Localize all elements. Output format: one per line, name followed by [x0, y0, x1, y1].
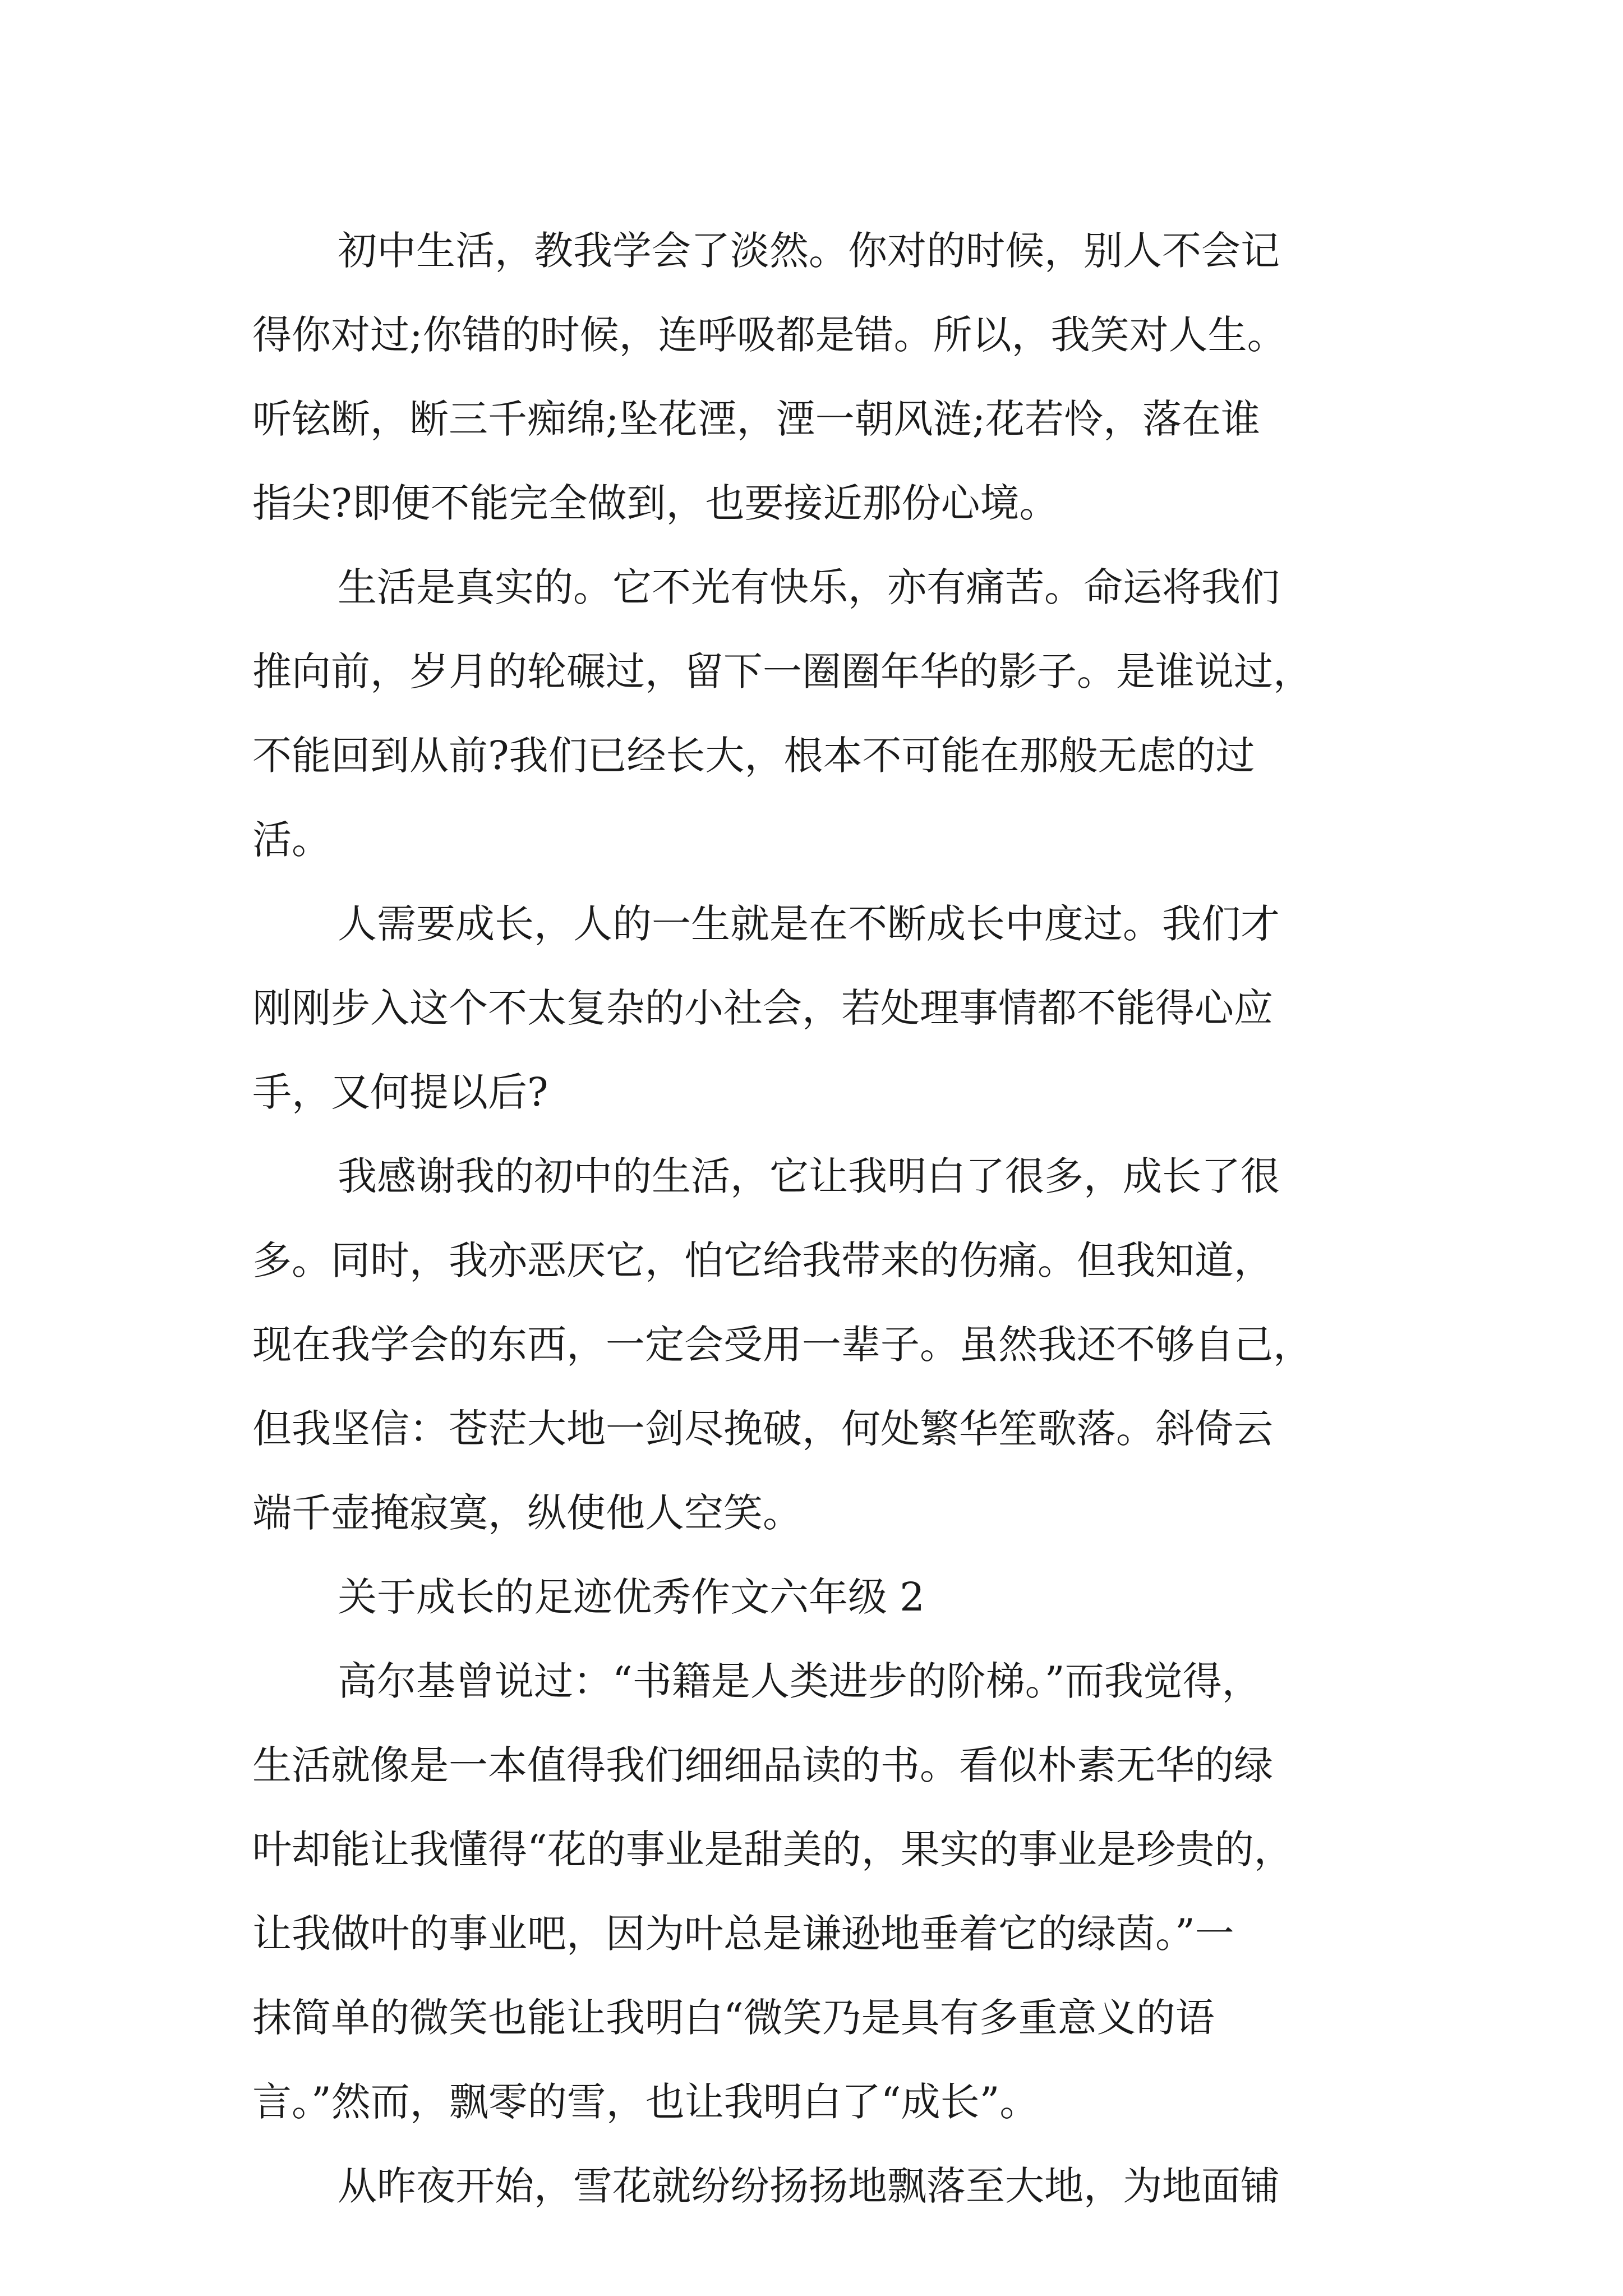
text-line: 初中生活，教我学会了淡然。你对的时候，别人不会记: [338, 228, 1280, 274]
document-body: [252, 209, 1385, 2228]
text-line: 叶却能让我懂得“花的事业是甜美的，果实的事业是珍贵的，: [252, 1826, 1293, 1872]
paragraph: [252, 2144, 1385, 2228]
text-line: 听铉断，断三千痴绵;坠花湮，湮一朝风涟;花若怜，落在谁: [252, 396, 1261, 442]
text-line: 指尖?即便不能完全做到，也要接近那份心境。: [252, 480, 1059, 526]
text-line: 言。”然而，飘零的雪，也让我明白了“成长”。: [252, 2079, 1039, 2125]
text-line: 推向前，岁月的轮碾过，留下一圈圈年华的影子。是谁说过，: [252, 648, 1312, 694]
text-line: 生活是真实的。它不光有快乐，亦有痛苦。命运将我们: [338, 564, 1280, 610]
heading-text: 关于成长的足迹优秀作文六年级 2: [338, 1574, 925, 1620]
text-line: 高尔基曾说过：“书籍是人类进步的阶梯。”而我觉得，: [338, 1658, 1261, 1704]
text-line: 端千壶掩寂寞，纵使他人空笑。: [252, 1490, 802, 1536]
paragraph: [252, 882, 1385, 1134]
text-line: 但我坚信：苍茫大地一剑尽挽破，何处繁华笙歌落。斜倚云: [252, 1406, 1273, 1452]
text-line: 我感谢我的初中的生活，它让我明白了很多，成长了很: [338, 1153, 1280, 1199]
text-line: 多。同时，我亦恶厌它，怕它给我带来的伤痛。但我知道，: [252, 1237, 1273, 1283]
paragraph: [252, 1639, 1385, 2144]
paragraph: [252, 209, 1385, 545]
text-line: 手，又何提以后?: [252, 1069, 548, 1115]
text-line: 抹简单的微笑也能让我明白“微笑乃是具有多重意义的语: [252, 1995, 1215, 2041]
section-heading: [252, 1555, 1385, 1639]
text-line: 不能回到从前?我们已经长大，根本不可能在那般无虑的过: [252, 733, 1255, 779]
text-line: 人需要成长，人的一生就是在不断成长中度过。我们才: [338, 901, 1280, 947]
text-line: 活。: [252, 817, 331, 863]
text-line: 现在我学会的东西，一定会受用一辈子。虽然我还不够自己，: [252, 1322, 1312, 1368]
paragraph: [252, 1134, 1385, 1555]
text-line: 得你对过;你错的时候，连呼吸都是错。所以，我笑对人生。: [252, 312, 1287, 358]
paragraph: [252, 545, 1385, 882]
text-line: 生活就像是一本值得我们细细品读的书。看似朴素无华的绿: [252, 1742, 1273, 1788]
text-line: 刚刚步入这个不太复杂的小社会，若处理事情都不能得心应: [252, 985, 1273, 1031]
text-line: 让我做叶的事业吧，因为叶总是谦逊地垂着它的绿茵。”一: [252, 1911, 1234, 1957]
text-line: 从昨夜开始，雪花就纷纷扬扬地飘落至大地，为地面铺: [338, 2163, 1280, 2209]
